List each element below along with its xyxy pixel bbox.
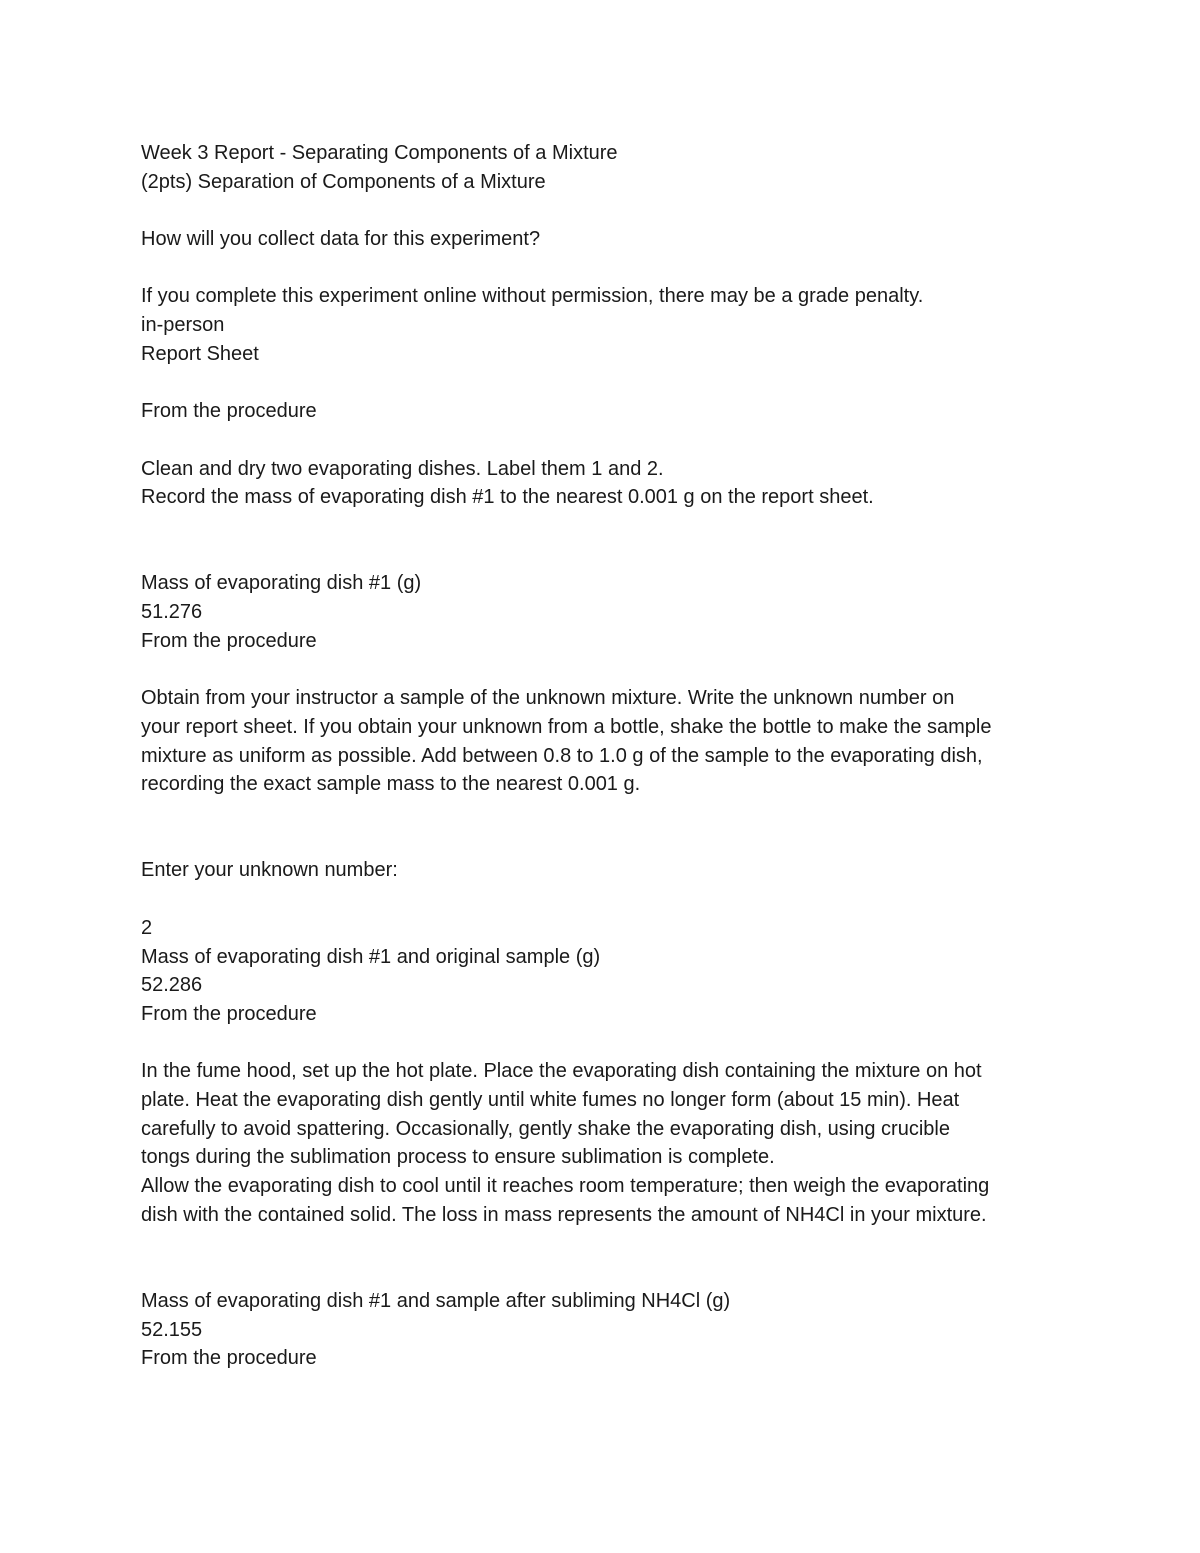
field-value-unknown-number: 2 (141, 916, 153, 939)
procedure-text-line: plate. Heat the evaporating dish gently until white fumes no longer form (about 15 min). Heat (141, 1089, 960, 1112)
field-value-mass-dish: 51.276 (141, 601, 203, 624)
procedure-text-line: your report sheet. If you obtain your unknown from a bottle, shake the bottle to make the sample (141, 715, 992, 738)
document-page (141, 139, 1081, 1373)
field-value-mass-dish-sample: 52.286 (141, 974, 203, 997)
field-label-mass-dish: Mass of evaporating dish #1 (g) (141, 572, 422, 595)
from-procedure-label: From the procedure (141, 1347, 317, 1370)
report-sheet-heading: Report Sheet (141, 342, 259, 365)
procedure-text-line: Obtain from your instructor a sample of the unknown mixture. Write the unknown number on (141, 687, 955, 710)
procedure-text-line: In the fume hood, set up the hot plate. Place the evaporating dish containing the mixture on hot (141, 1060, 982, 1083)
from-procedure-label: From the procedure (141, 1002, 317, 1025)
procedure-step: Record the mass of evaporating dish #1 to the nearest 0.001 g on the report sheet. (141, 486, 874, 509)
procedure-text-line: carefully to avoid spattering. Occasionally, gently shake the evaporating dish, using crucible (141, 1117, 950, 1140)
field-label-mass-dish-sample: Mass of evaporating dish #1 and original sample (g) (141, 945, 601, 968)
from-procedure-label: From the procedure (141, 629, 317, 652)
section-heading: (2pts) Separation of Components of a Mixture (141, 170, 546, 193)
field-value-mass-after-sublimation: 52.155 (141, 1318, 203, 1341)
procedure-text-line: mixture as uniform as possible. Add between 0.8 to 1.0 g of the sample to the evaporating dish, (141, 744, 983, 767)
answer-collect-data: in-person (141, 314, 225, 337)
procedure-text-line: dish with the contained solid. The loss in mass represents the amount of NH4Cl in your mixture. (141, 1203, 987, 1226)
penalty-note: If you complete this experiment online without permission, there may be a grade penalty. (141, 285, 924, 308)
question-collect-data: How will you collect data for this experiment? (141, 228, 541, 251)
from-procedure-label: From the procedure (141, 400, 317, 423)
document-title: Week 3 Report - Separating Components of a Mixture (141, 142, 618, 164)
procedure-text-line: Allow the evaporating dish to cool until it reaches room temperature; then weigh the evaporating (141, 1175, 990, 1198)
procedure-text-line: recording the exact sample mass to the nearest 0.001 g. (141, 773, 641, 796)
field-label-mass-after-sublimation: Mass of evaporating dish #1 and sample after subliming NH4Cl (g) (141, 1289, 731, 1312)
procedure-text-line: tongs during the sublimation process to ensure sublimation is complete. (141, 1146, 775, 1169)
field-label-unknown-number: Enter your unknown number: (141, 859, 398, 882)
procedure-step: Clean and dry two evaporating dishes. Label them 1 and 2. (141, 457, 664, 480)
